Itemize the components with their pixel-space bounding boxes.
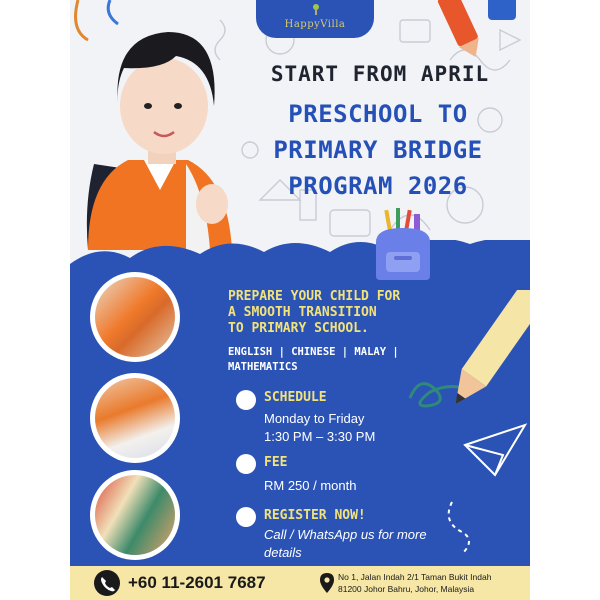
intro-line3: TO PRIMARY SCHOOL. bbox=[228, 321, 369, 336]
start-date-heading: START FROM APRIL bbox=[270, 62, 490, 86]
phone-icon bbox=[94, 570, 120, 596]
fee-amount: RM 250 / month bbox=[264, 478, 357, 493]
schedule-label: SCHEDULE bbox=[264, 390, 327, 405]
program-title-line2: PRIMARY BRIDGE bbox=[273, 136, 483, 164]
register-label: REGISTER NOW! bbox=[264, 508, 366, 523]
class-photo-1 bbox=[90, 272, 180, 362]
program-title-line3: PROGRAM 2026 bbox=[288, 172, 468, 200]
logo-mark-icon bbox=[310, 3, 322, 15]
schedule-time: 1:30 PM – 3:30 PM bbox=[264, 429, 376, 444]
phone-number[interactable]: +60 11-2601 7687 bbox=[128, 573, 266, 592]
backpack-icon bbox=[366, 208, 440, 282]
address-line2: 81200 Johor Bahru, Johor, Malaysia bbox=[338, 584, 475, 594]
program-title bbox=[218, 96, 530, 204]
schedule-days: Monday to Friday bbox=[264, 411, 365, 426]
subjects-list bbox=[228, 345, 488, 375]
intro-text bbox=[228, 289, 498, 337]
address-line1: No 1, Jalan Indah 2/1 Taman Bukit Indah bbox=[338, 572, 492, 582]
schedule-details bbox=[264, 410, 375, 446]
register-details bbox=[264, 526, 427, 562]
schedule-bullet bbox=[236, 390, 256, 410]
location-pin-icon bbox=[320, 573, 334, 593]
register-bullet bbox=[236, 507, 256, 527]
intro-line2: A SMOOTH TRANSITION bbox=[228, 305, 377, 320]
class-photo-2 bbox=[90, 373, 180, 463]
subjects-line1: ENGLISH | CHINESE | MALAY | bbox=[228, 346, 399, 358]
fee-bullet bbox=[236, 454, 256, 474]
register-line2: details bbox=[264, 545, 302, 560]
class-photo-3 bbox=[90, 470, 180, 560]
poster bbox=[70, 0, 530, 600]
address bbox=[338, 571, 528, 595]
subjects-line2: MATHEMATICS bbox=[228, 361, 298, 373]
register-line1: Call / WhatsApp us for more bbox=[264, 527, 427, 542]
program-title-line1: PRESCHOOL TO bbox=[288, 100, 468, 128]
fee-label: FEE bbox=[264, 455, 288, 470]
logo-text: HappyVilla bbox=[284, 18, 346, 30]
brand-logo bbox=[256, 0, 374, 38]
contact-footer bbox=[70, 566, 530, 600]
intro-line1: PREPARE YOUR CHILD FOR bbox=[228, 289, 401, 304]
